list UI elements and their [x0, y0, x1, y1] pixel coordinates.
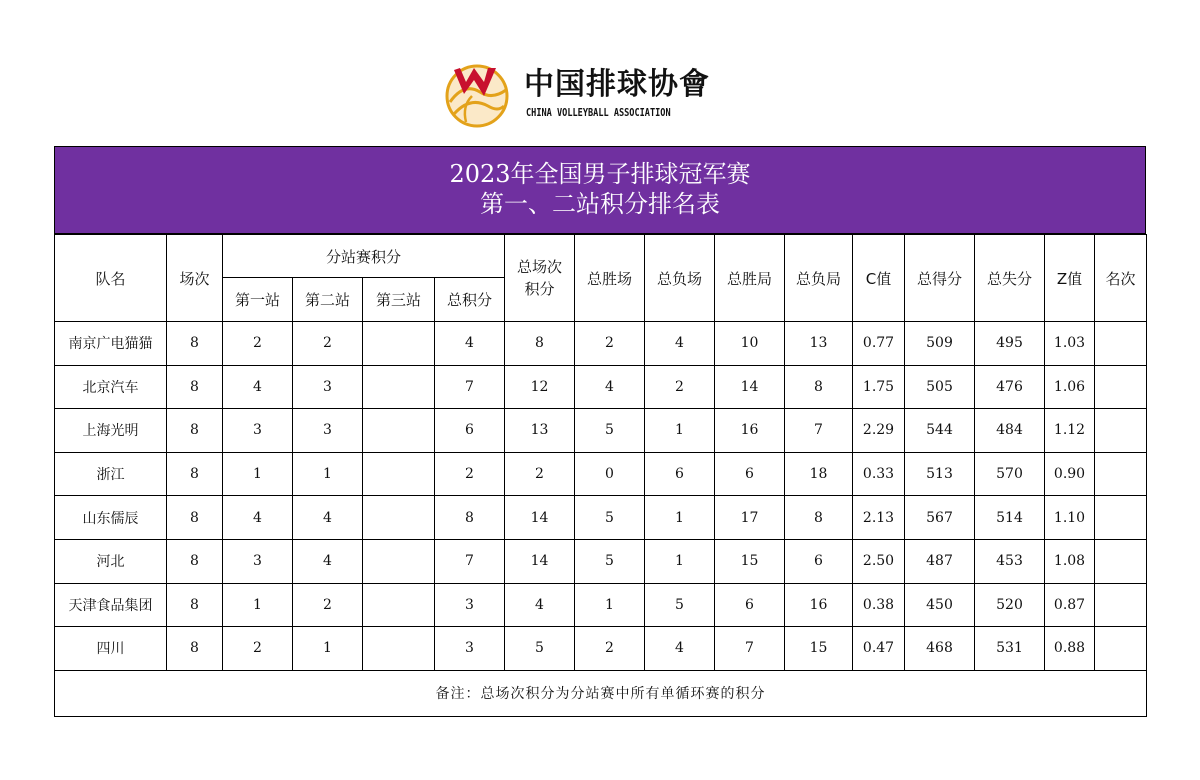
- cell-c-value: 2.50: [853, 539, 905, 583]
- cell-stage-total: 4: [435, 322, 505, 366]
- cell-sets-lost: 16: [785, 583, 853, 627]
- cell-losses: 1: [645, 539, 715, 583]
- header-stage-total: 总积分: [435, 278, 505, 322]
- cell-stage-total: 3: [435, 583, 505, 627]
- cell-matches: 8: [167, 496, 223, 540]
- cell-stage1: 2: [223, 322, 293, 366]
- cell-z-value: 0.90: [1045, 452, 1095, 496]
- cell-c-value: 2.13: [853, 496, 905, 540]
- header-rank: 名次: [1095, 235, 1147, 322]
- cell-points-for: 487: [905, 539, 975, 583]
- cell-stage-total: 7: [435, 365, 505, 409]
- header-matches: 场次: [167, 235, 223, 322]
- team-name: 山东儒辰: [55, 496, 167, 540]
- cell-stage1: 1: [223, 452, 293, 496]
- cell-z-value: 1.10: [1045, 496, 1095, 540]
- cell-sets-won: 16: [715, 409, 785, 453]
- logo-name-cn: 中国排球协會: [524, 67, 710, 102]
- cell-points-against: 520: [975, 583, 1045, 627]
- cell-stage1: 3: [223, 409, 293, 453]
- cell-losses: 1: [645, 409, 715, 453]
- header-c-value: C值: [853, 235, 905, 322]
- cell-rank: [1095, 627, 1147, 671]
- cell-matches: 8: [167, 539, 223, 583]
- cell-stage3: [363, 627, 435, 671]
- cell-points-for: 544: [905, 409, 975, 453]
- cell-stage3: [363, 452, 435, 496]
- cell-stage3: [363, 322, 435, 366]
- table-row: [55, 496, 1147, 540]
- cell-points-for: 567: [905, 496, 975, 540]
- cell-points-for: 513: [905, 452, 975, 496]
- cell-points-against: 484: [975, 409, 1045, 453]
- cell-c-value: 0.33: [853, 452, 905, 496]
- cell-matches: 8: [167, 322, 223, 366]
- cell-sets-lost: 18: [785, 452, 853, 496]
- cell-stage-total: 2: [435, 452, 505, 496]
- cell-total-points: 12: [505, 365, 575, 409]
- table-row: [55, 452, 1147, 496]
- table-row: [55, 409, 1147, 453]
- header-total-points-line1: 总场次: [517, 258, 563, 276]
- cell-z-value: 1.08: [1045, 539, 1095, 583]
- cell-total-points: 2: [505, 452, 575, 496]
- team-name: 天津食品集团: [55, 583, 167, 627]
- header-sets-won: 总胜局: [715, 235, 785, 322]
- team-name: 四川: [55, 627, 167, 671]
- cell-z-value: 1.06: [1045, 365, 1095, 409]
- note-row: [55, 670, 1147, 716]
- cell-z-value: 0.88: [1045, 627, 1095, 671]
- cell-stage2: 2: [293, 583, 363, 627]
- cell-stage2: 3: [293, 365, 363, 409]
- cell-points-for: 505: [905, 365, 975, 409]
- cell-stage3: [363, 409, 435, 453]
- cell-wins: 5: [575, 539, 645, 583]
- standings-table: [54, 234, 1147, 717]
- cell-losses: 4: [645, 627, 715, 671]
- cell-rank: [1095, 496, 1147, 540]
- table-row: [55, 627, 1147, 671]
- page-subtitle: 第一、二站积分排名表: [480, 190, 720, 218]
- cell-c-value: 0.38: [853, 583, 905, 627]
- cell-losses: 1: [645, 496, 715, 540]
- cell-c-value: 1.75: [853, 365, 905, 409]
- cell-stage-total: 6: [435, 409, 505, 453]
- cell-c-value: 2.29: [853, 409, 905, 453]
- cell-stage3: [363, 583, 435, 627]
- cell-sets-lost: 8: [785, 496, 853, 540]
- cell-matches: 8: [167, 365, 223, 409]
- cell-points-for: 450: [905, 583, 975, 627]
- cell-stage2: 4: [293, 539, 363, 583]
- table-row: [55, 583, 1147, 627]
- cell-z-value: 1.03: [1045, 322, 1095, 366]
- cell-points-against: 476: [975, 365, 1045, 409]
- cell-total-points: 5: [505, 627, 575, 671]
- header-z-value: Z值: [1045, 235, 1095, 322]
- cell-stage3: [363, 539, 435, 583]
- cell-matches: 8: [167, 409, 223, 453]
- cell-rank: [1095, 322, 1147, 366]
- cell-rank: [1095, 409, 1147, 453]
- cell-stage1: 4: [223, 496, 293, 540]
- cell-wins: 4: [575, 365, 645, 409]
- header-team: 队名: [55, 235, 167, 322]
- cell-stage-total: 8: [435, 496, 505, 540]
- page-title: 2023年全国男子排球冠军赛: [449, 160, 751, 188]
- cell-total-points: 8: [505, 322, 575, 366]
- header-stage3: 第三站: [363, 278, 435, 322]
- volleyball-emblem-icon: [444, 62, 510, 128]
- cell-sets-won: 17: [715, 496, 785, 540]
- cell-sets-won: 15: [715, 539, 785, 583]
- table-row: [55, 365, 1147, 409]
- cell-sets-won: 14: [715, 365, 785, 409]
- header-sets-lost: 总负局: [785, 235, 853, 322]
- cell-points-against: 531: [975, 627, 1045, 671]
- header-wins: 总胜场: [575, 235, 645, 322]
- cell-wins: 5: [575, 496, 645, 540]
- cell-z-value: 1.12: [1045, 409, 1095, 453]
- cell-matches: 8: [167, 452, 223, 496]
- cell-wins: 5: [575, 409, 645, 453]
- cell-stage1: 1: [223, 583, 293, 627]
- cell-stage1: 3: [223, 539, 293, 583]
- cell-total-points: 4: [505, 583, 575, 627]
- title-banner: [54, 146, 1146, 234]
- header-points-for: 总得分: [905, 235, 975, 322]
- cell-stage1: 2: [223, 627, 293, 671]
- header-total-points: [505, 235, 575, 322]
- cell-stage3: [363, 496, 435, 540]
- cell-wins: 2: [575, 627, 645, 671]
- team-name: 南京广电猫猫: [55, 322, 167, 366]
- cell-sets-won: 6: [715, 452, 785, 496]
- header-stage1: 第一站: [223, 278, 293, 322]
- cell-total-points: 13: [505, 409, 575, 453]
- cell-total-points: 14: [505, 539, 575, 583]
- cell-rank: [1095, 539, 1147, 583]
- cell-points-for: 468: [905, 627, 975, 671]
- cell-points-against: 570: [975, 452, 1045, 496]
- cell-stage-total: 7: [435, 539, 505, 583]
- cell-sets-won: 7: [715, 627, 785, 671]
- cell-rank: [1095, 583, 1147, 627]
- cell-c-value: 0.77: [853, 322, 905, 366]
- header-total-points-line2: 积分: [524, 280, 555, 298]
- cell-sets-lost: 6: [785, 539, 853, 583]
- cell-stage3: [363, 365, 435, 409]
- cva-logo: [444, 62, 710, 128]
- cell-rank: [1095, 365, 1147, 409]
- cell-losses: 2: [645, 365, 715, 409]
- header-losses: 总负场: [645, 235, 715, 322]
- cell-points-against: 495: [975, 322, 1045, 366]
- table-note: 备注：总场次积分为分站赛中所有单循环赛的积分: [55, 670, 1147, 716]
- cell-sets-lost: 13: [785, 322, 853, 366]
- cell-stage2: 3: [293, 409, 363, 453]
- cell-sets-lost: 7: [785, 409, 853, 453]
- cell-matches: 8: [167, 583, 223, 627]
- team-name: 上海光明: [55, 409, 167, 453]
- cell-stage-total: 3: [435, 627, 505, 671]
- cell-sets-won: 10: [715, 322, 785, 366]
- cell-sets-lost: 8: [785, 365, 853, 409]
- cell-points-for: 509: [905, 322, 975, 366]
- cell-points-against: 514: [975, 496, 1045, 540]
- cell-losses: 5: [645, 583, 715, 627]
- cell-stage2: 4: [293, 496, 363, 540]
- cell-wins: 2: [575, 322, 645, 366]
- team-name: 河北: [55, 539, 167, 583]
- cell-z-value: 0.87: [1045, 583, 1095, 627]
- logo-name-en: CHINA VOLLEYBALL ASSOCIATION: [526, 106, 671, 119]
- cell-stage2: 1: [293, 452, 363, 496]
- cell-sets-lost: 15: [785, 627, 853, 671]
- cell-stage2: 2: [293, 322, 363, 366]
- cell-matches: 8: [167, 627, 223, 671]
- header-stage2: 第二站: [293, 278, 363, 322]
- cell-wins: 1: [575, 583, 645, 627]
- cell-rank: [1095, 452, 1147, 496]
- cell-losses: 6: [645, 452, 715, 496]
- cell-total-points: 14: [505, 496, 575, 540]
- cell-c-value: 0.47: [853, 627, 905, 671]
- team-name: 北京汽车: [55, 365, 167, 409]
- table-row: [55, 322, 1147, 366]
- table-row: [55, 539, 1147, 583]
- header-stage-points: 分站赛积分: [223, 235, 505, 278]
- cell-points-against: 453: [975, 539, 1045, 583]
- cell-losses: 4: [645, 322, 715, 366]
- cell-sets-won: 6: [715, 583, 785, 627]
- cell-stage1: 4: [223, 365, 293, 409]
- header-points-against: 总失分: [975, 235, 1045, 322]
- cell-wins: 0: [575, 452, 645, 496]
- cell-stage2: 1: [293, 627, 363, 671]
- team-name: 浙江: [55, 452, 167, 496]
